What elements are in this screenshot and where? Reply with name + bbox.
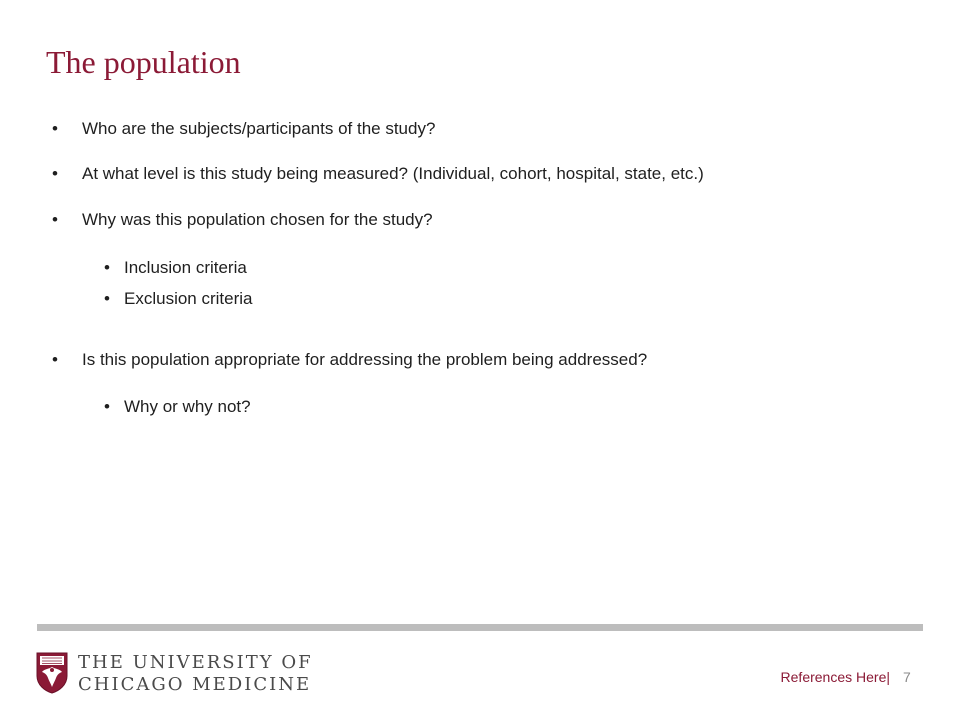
bullet-marker: • <box>104 397 110 416</box>
bullet-text: Why or why not? <box>124 397 251 416</box>
bullet-item <box>52 164 704 184</box>
bullet-text: Exclusion criteria <box>124 289 253 308</box>
slide-title: The population <box>46 44 241 80</box>
bullet-marker: • <box>52 350 58 369</box>
bullet-item <box>52 119 436 139</box>
page-number: 7 <box>903 669 911 685</box>
logo-text-line1: THE UNIVERSITY OF <box>78 652 313 673</box>
bullet-text: Why was this population chosen for the study? <box>82 210 433 229</box>
bullet-marker: • <box>52 210 58 229</box>
university-logo <box>36 652 313 700</box>
bullet-marker: • <box>52 119 58 138</box>
bullet-text: Is this population appropriate for addressing the problem being addressed? <box>82 350 648 369</box>
shield-icon <box>36 652 68 694</box>
bullet-item <box>52 350 648 370</box>
bullet-text: Who are the subjects/participants of the study? <box>82 119 436 138</box>
logo-text-line2: CHICAGO MEDICINE <box>78 674 312 695</box>
references-text: References Here| <box>780 669 890 685</box>
sub-bullet-item <box>104 397 251 417</box>
sub-bullet-item <box>104 289 253 309</box>
bullet-text: At what level is this study being measured? (Individual, cohort, hospital, state, etc.) <box>82 164 704 183</box>
sub-bullet-item <box>104 258 247 278</box>
bullet-text: Inclusion criteria <box>124 258 247 277</box>
bullet-marker: • <box>104 258 110 277</box>
footer-divider <box>37 624 923 631</box>
bullet-marker: • <box>52 164 58 183</box>
bullet-item <box>52 210 433 230</box>
bullet-marker: • <box>104 289 110 308</box>
